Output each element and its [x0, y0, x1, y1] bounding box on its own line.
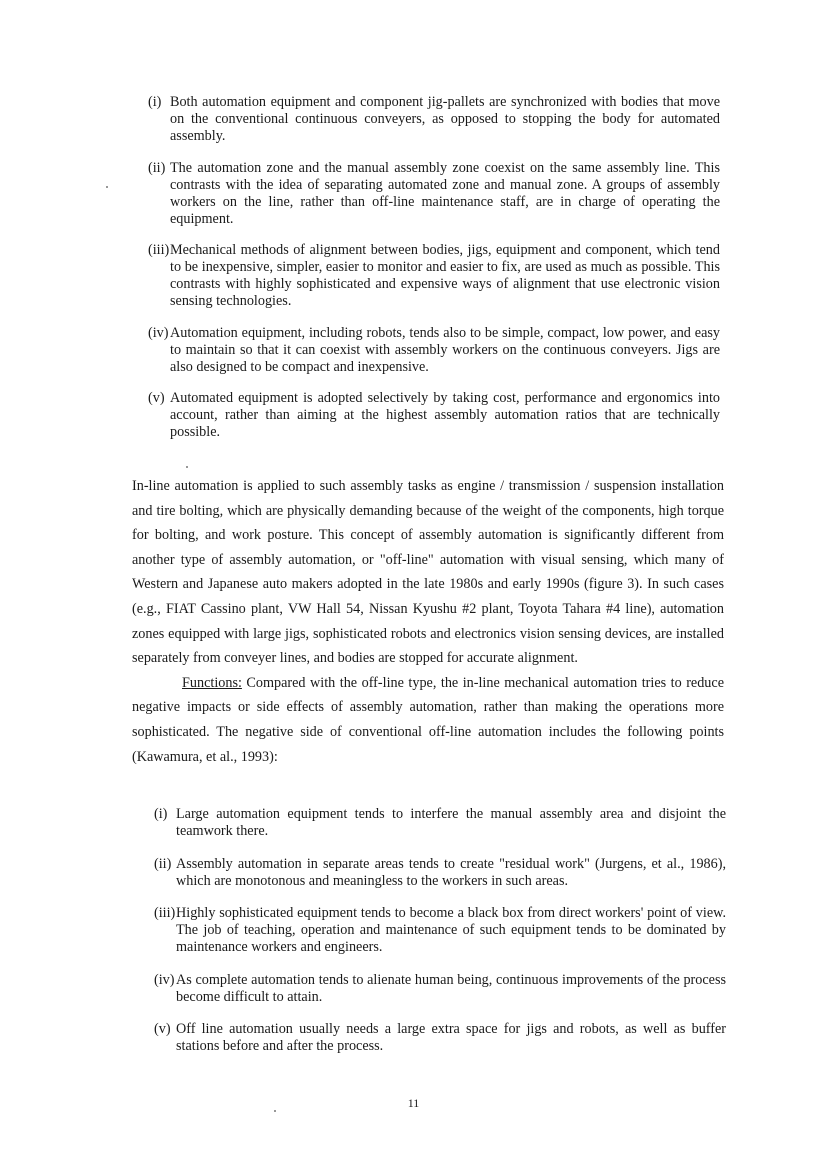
list-item	[148, 390, 720, 441]
list-item	[154, 806, 726, 840]
scan-speck	[274, 1110, 276, 1112]
functions-text: Compared with the off-line type, the in-line mechanical automation tries to reduce negative impacts or side effects of assembly automation, rather than making the operations more sophisticated. The negative side of conventional off-line automation includes the following points (Kawamura, et al., 1993):	[132, 674, 724, 765]
negative-side-list	[154, 806, 726, 1071]
list-item	[148, 94, 720, 145]
paragraph-functions	[132, 671, 724, 769]
list-item-text: Mechanical methods of alignment between bodies, jigs, equipment and component, which tend to be inexpensive, simpler, easier to monitor and easier to fix, are used as much as possible. This contrasts with highly sophisticated and expensive ways of alignment that use electronic vision sensing technologies.	[170, 242, 720, 309]
list-item-text: Assembly automation in separate areas tends to create "residual work" (Jurgens, et al., 1986), which are monotonous and meaningless to the workers in such areas.	[176, 855, 726, 889]
list-item	[154, 856, 726, 890]
list-item-number: (ii)	[154, 855, 172, 872]
body-text	[132, 474, 724, 769]
list-item-text: As complete automation tends to alienate human being, continuous improvements of the process become difficult to attain.	[176, 971, 726, 1005]
list-item-number: (iv)	[148, 324, 169, 341]
functions-heading: Functions:	[182, 674, 242, 691]
list-item-number: (i)	[148, 94, 162, 110]
paragraph-in-line-automation: In-line automation is applied to such assembly tasks as engine / transmission / suspension installation and tire bolting, which are physically demanding because of the weight of the components, high torque for bolting, and work posture. This concept of assembly automation is significantly different from another type of assembly automation, or "off-line" automation with visual sensing, which many of Western and Japanese auto makers adopted in the late 1980s and early 1990s (figure 3). In such cases (e.g., FIAT Cassino plant, VW Hall 54, Nissan Kyushu #2 plant, Toyota Tahara #4 line), automation zones equipped with large jigs, sophisticated robots and electronics vision sensing devices, are installed separately from conveyer lines, and bodies are stopped for accurate alignment.	[132, 478, 724, 667]
list-item-number: (iii)	[154, 905, 176, 921]
list-item-number: (i)	[154, 806, 168, 822]
list-item	[148, 160, 720, 228]
list-item	[148, 242, 720, 310]
list-item-number: (v)	[154, 1021, 171, 1037]
list-item-text: Highly sophisticated equipment tends to become a black box from direct workers' point of view. The job of teaching, operation and maintenance of such equipment tends to be dominated by maintenance workers and engineers.	[176, 905, 726, 955]
characteristics-list	[148, 94, 720, 456]
list-item-number: (iii)	[148, 242, 170, 258]
scan-speck	[186, 466, 188, 468]
list-item	[154, 905, 726, 956]
list-item-text: Off line automation usually needs a large extra space for jigs and robots, as well as buffer stations before and after the process.	[176, 1021, 726, 1054]
page-number: 11	[407, 1096, 420, 1110]
list-item-text: Large automation equipment tends to interfere the manual assembly area and disjoint the teamwork there.	[176, 806, 726, 839]
list-item	[154, 1021, 726, 1055]
list-item-text: Automation equipment, including robots, tends also to be simple, compact, low power, and easy to maintain so that it can coexist with assembly workers on the continuous conveyers. Jigs are also designed to be compact and inexpensive.	[170, 324, 720, 375]
list-item-number: (ii)	[148, 159, 166, 176]
list-item-text: Both automation equipment and component jig-pallets are synchronized with bodies that move on the conventional continuous conveyers, as opposed to stopping the body for automated assembly.	[170, 94, 720, 144]
list-item-text: Automated equipment is adopted selectively by taking cost, performance and ergonomics into account, rather than aiming at the highest assembly automation ratios that are technically possible.	[170, 390, 720, 440]
list-item	[148, 325, 720, 376]
list-item-number: (iv)	[154, 971, 175, 988]
list-item-number: (v)	[148, 390, 165, 406]
scan-speck	[106, 186, 108, 188]
list-item-text: The automation zone and the manual assembly zone coexist on the same assembly line. This contrasts with the idea of separating automated zone and manual zone. A groups of assembly workers on the line, rather than off-line maintenance staff, are in charge of operating the equipment.	[170, 159, 720, 227]
list-item	[154, 972, 726, 1006]
